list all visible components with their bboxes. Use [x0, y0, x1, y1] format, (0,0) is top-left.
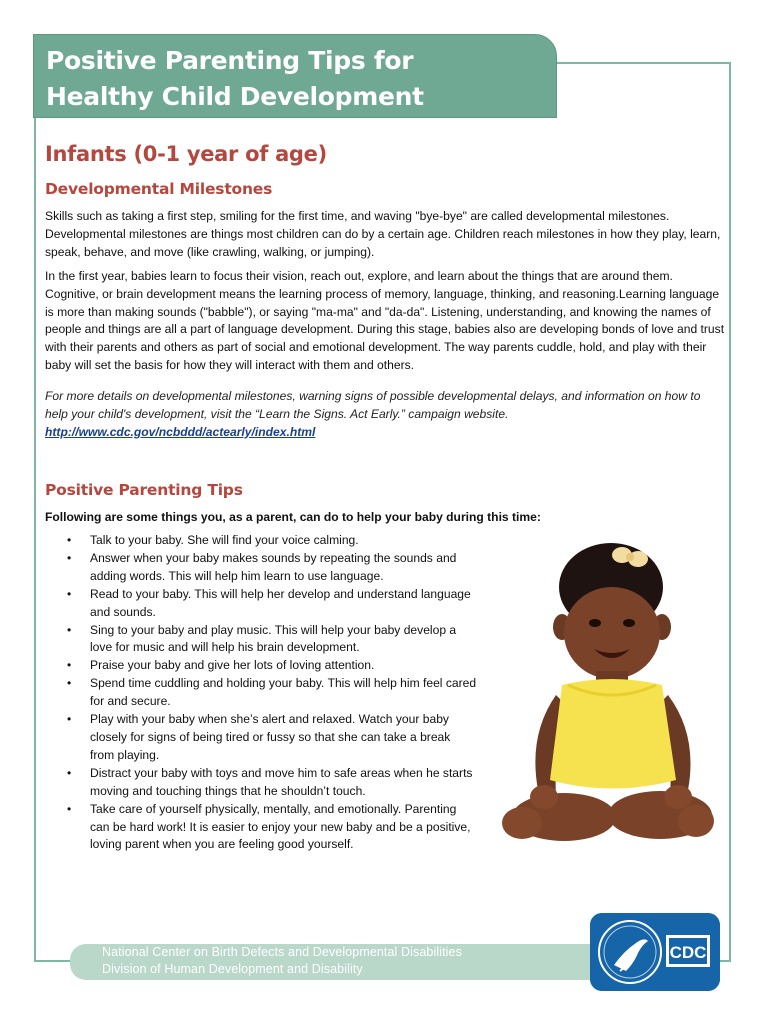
bullet-icon: •	[67, 550, 72, 565]
tips-list	[45, 532, 477, 854]
tip-item	[45, 622, 477, 658]
page-title-line1: Positive Parenting Tips for	[46, 46, 414, 75]
tip-item	[45, 711, 477, 765]
bullet-icon: •	[67, 622, 72, 637]
bullet-icon: •	[67, 765, 72, 780]
tip-item	[45, 586, 477, 622]
tip-item	[45, 532, 477, 550]
tip-text: Take care of yourself physically, mentally, and emotionally. Parenting can be hard work! It is easier to enjoy your new baby and be a positive, loving parent when you are feeling good yourself.	[90, 801, 471, 852]
tip-text: Spend time cuddling and holding your baby. This will help him feel cared for and secure.	[90, 676, 477, 709]
tip-item	[45, 657, 477, 675]
footer-center-name: National Center on Birth Defects and Developmental Disabilities	[102, 945, 462, 959]
page-title-line2: Healthy Child Development	[46, 82, 424, 111]
tip-text: Play with your baby when she’s alert and relaxed. Watch your baby closely for signs of being tired or fussy so that she can take a break from playing.	[90, 712, 451, 762]
tip-item	[45, 765, 477, 801]
bullet-icon: •	[67, 712, 72, 727]
milestones-paragraph-2: In the first year, babies learn to focus their vision, reach out, explore, and learn about the things that are around them. Cognitive, or brain development means the learning process of memory, language, thinking, and reasoning.Learning language is more than making sounds ("babble"), or saying "ma-ma" and "da-da". Listening, understanding, and knowing the names of people and things are all a part of language development. During this stage, babies also are developing bonds of love and trust with their parents and others as part of social and emotional development. The way parents cuddle, hold, and play with their baby will set the basis for how they will interact with them and others.	[45, 269, 725, 372]
more-info-paragraph	[45, 388, 725, 441]
tip-item	[45, 801, 477, 855]
actearly-link[interactable]: http://www.cdc.gov/ncbddd/actearly/index.html	[45, 424, 316, 439]
milestones-paragraph-1: Skills such as taking a first step, smiling for the first time, and waving "bye-bye" are called developmental milestones. Developmental milestones are things most children can do by a certain age. Children reach milestones in how they play, learn, speak, behave, and move (like crawling, walking, or jumping).	[45, 209, 721, 259]
tips-heading: Positive Parenting Tips	[45, 481, 243, 499]
bullet-icon: •	[67, 658, 72, 673]
milestones-heading: Developmental Milestones	[45, 180, 273, 198]
tip-text: Answer when your baby makes sounds by repeating the sounds and adding words. This will help him learn to use language.	[90, 550, 457, 583]
tip-text: Talk to your baby. She will find your voice calming.	[90, 533, 359, 547]
more-info-text: For more details on developmental milestones, warning signs of possible developmental delays, and information on how to help your child's development, visit the “Learn the Signs. Act Early.” campaign website.	[45, 389, 701, 421]
section-title: Infants (0-1 year of age)	[45, 142, 327, 166]
tip-text: Praise your baby and give her lots of loving attention.	[90, 658, 375, 673]
title-banner	[33, 34, 557, 118]
tip-text: Read to your baby. This will help her develop and understand language and sounds.	[90, 586, 471, 619]
tip-item	[45, 675, 477, 711]
bullet-icon: •	[67, 676, 72, 691]
tip-item	[45, 550, 477, 586]
tip-text: Sing to your baby and play music. This will help your baby develop a love for music and will help his brain development.	[90, 622, 457, 655]
tips-intro: Following are some things you, as a parent, can do to help your baby during this time:	[45, 510, 541, 524]
cdc-logo-text: CDC	[669, 943, 707, 962]
baby-photo	[498, 535, 718, 850]
cdc-logo	[590, 913, 720, 991]
bullet-icon: •	[67, 586, 72, 601]
tip-text: Distract your baby with toys and move him to safe areas when he starts moving and touching things that he shouldn’t touch.	[90, 765, 473, 798]
footer-division-name: Division of Human Development and Disability	[102, 962, 363, 976]
bullet-icon: •	[67, 533, 72, 547]
bullet-icon: •	[67, 801, 72, 816]
